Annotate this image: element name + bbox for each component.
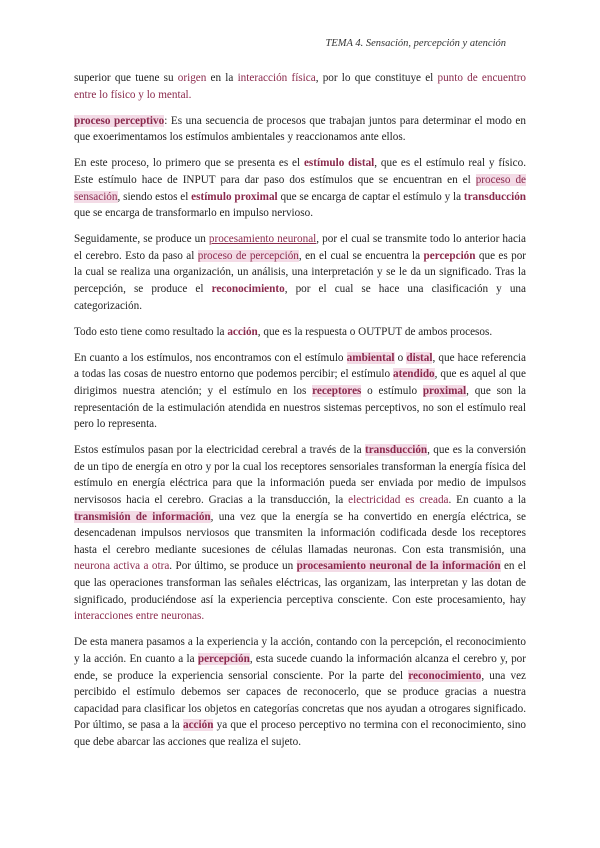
highlighted-term: origen [177, 72, 207, 84]
text-run: , que hace referencia a todas las cosas de nuestro entorno que podemos percibir; el estímulo [74, 351, 526, 381]
highlighted-term: transducción [463, 190, 527, 203]
text-run: que es por la cual se realiza una organización, un análisis, una interpretación y se le da un significado. Tras la percepción, se produce el [74, 249, 527, 296]
highlighted-term: proceso perceptivo [74, 114, 165, 127]
text-run: , una vez percibido el estímulo debemos ser capaces de reconocerlo, que se produce gracias a nuestra capacidad para clasificar los objetos en categorías concretas que nos ayudan a otrogares significado. Por último, se pasa a la [74, 669, 527, 732]
text-run: En cuanto a los estímulos, nos encontramos con el estímulo [74, 351, 347, 364]
text-run: Estos estímulos pasan por la electricidad cerebral a través de la [74, 444, 365, 457]
highlighted-term: percepción [423, 249, 476, 262]
highlighted-term: proceso de sensación [74, 173, 527, 203]
text-run: , por el cual se transmite todo lo anterior hacia el cerebro. Esto da paso al [74, 233, 527, 262]
text-run: En este proceso, lo primero que se presenta es el [74, 157, 304, 170]
highlighted-term: interacciones entre neuronas. [74, 610, 205, 623]
highlighted-term: estímulo distal [303, 157, 375, 170]
text-run: , en el cual se encuentra la [298, 249, 424, 262]
highlighted-term: acción [182, 719, 214, 732]
highlighted-term: ambiental [346, 351, 395, 364]
highlighted-term: receptores [312, 385, 362, 397]
text-run: , que es la conversión de un tipo de energía en otro y por la cual los receptores sensoriales transforman la energía física del estímulo en energía eléctrica para que la información pueda ser enviada por medio de impulsos nervisosos hacia el cerebro. Gracias a la transducción, la [74, 444, 526, 507]
text-run: que se encarga de transformarlo en impulso nervioso. [74, 207, 314, 220]
highlighted-term: acción [227, 325, 258, 338]
highlighted-term: transmisión de información [74, 510, 211, 523]
text-run: en la [206, 72, 238, 84]
highlighted-term: atendido [393, 368, 435, 381]
text-run: , que son la representación de la estimulación atendida en nuestros sistemas perceptivos, no son el estímulo real pero lo representa. [74, 385, 526, 431]
highlighted-term: distal [406, 351, 433, 364]
paragraph [74, 634, 526, 750]
text-run: , que es el estímulo real y físico. Este estímulo hace de INPUT para dar paso dos estímulos que se encuentran en el [74, 157, 526, 186]
paragraph [74, 113, 526, 146]
paragraph [74, 155, 526, 221]
paragraph [74, 350, 526, 433]
highlighted-term: reconocimiento [211, 283, 285, 296]
text-run: , una vez que la energía se ha convertido en energía eléctrica, se desencadenan impulsos nerviosos que transmiten la información codificada desde los receptores hasta el cerebro mediante sucesiones de células llamadas neuronas. Con esta transmisión, una [74, 510, 526, 556]
page-header: TEMA 4. Sensación, percepción y atención [325, 38, 506, 49]
text-run: : Es una secuencia de procesos que trabajan juntos para determinar el modo en que exoerimentamos los estímulos ambientales y reaccionamos ante ellos. [74, 114, 526, 144]
text-run: , por el cual se hace una clasificación y una categorización. [74, 283, 526, 312]
highlighted-term: procesamiento neuronal de la información [296, 560, 501, 573]
highlighted-term: neurona activa a otra [74, 560, 170, 573]
text-run: que se encarga de captar el estímulo y la [277, 190, 464, 203]
text-run: Todo esto tiene como resultado la [74, 325, 228, 338]
text-run: . En cuanto a la [448, 494, 526, 507]
text-run: o [394, 351, 407, 364]
highlighted-term: estímulo proximal [191, 190, 278, 203]
paragraph [74, 442, 526, 625]
highlighted-term: procesamiento neuronal [208, 233, 317, 246]
text-run: , por lo que constituye el [315, 72, 438, 84]
text-run: Seguidamente, se produce un [74, 233, 209, 246]
text-run: o estímulo [361, 385, 423, 397]
paragraph [74, 70, 526, 103]
text-run: en el que las operaciones transforman las señales eléctricas, las organizam, las interpretan y las dotan de significado, produciéndose así la experiencia perceptiva consciente. Con este procesamiento, hay [74, 560, 526, 606]
highlighted-term: reconocimiento [408, 669, 482, 682]
highlighted-term: proximal [422, 385, 467, 397]
text-run: , que es aquel al que dirigimos nuestra atención; y el estímulo en los [74, 368, 526, 397]
text-run: De esta manera pasamos a la experiencia y la acción, contando con la percepción, el reconocimiento y la acción. En cuanto a la [74, 636, 526, 665]
highlighted-term: electricidad es creada [348, 494, 449, 507]
paragraph [74, 324, 526, 341]
document-body [74, 70, 526, 760]
highlighted-term: proceso de percepción [197, 249, 299, 262]
highlighted-term: percepción [197, 652, 250, 665]
text-run: . Por último, se produce un [169, 560, 297, 573]
highlighted-term: transducción [364, 444, 428, 457]
highlighted-term: interacción física [237, 72, 316, 84]
text-run: ya que el proceso perceptivo no termina con el reconocimiento, sino que debe abarcar las acciones que realiza el sujeto. [74, 719, 527, 748]
highlighted-term: punto de encuentro entre lo físico y lo mental. [74, 72, 527, 101]
text-run: superior que tuene su [74, 72, 178, 84]
text-run: , siendo estos el [117, 190, 192, 203]
paragraph [74, 231, 526, 314]
text-run: , que es la respuesta o OUTPUT de ambos procesos. [257, 325, 493, 338]
text-run: , esta sucede cuando la información alcanza el cerebro y, por ende, se produce la experiencia sensorial consciente. Por la parte del [74, 652, 526, 682]
